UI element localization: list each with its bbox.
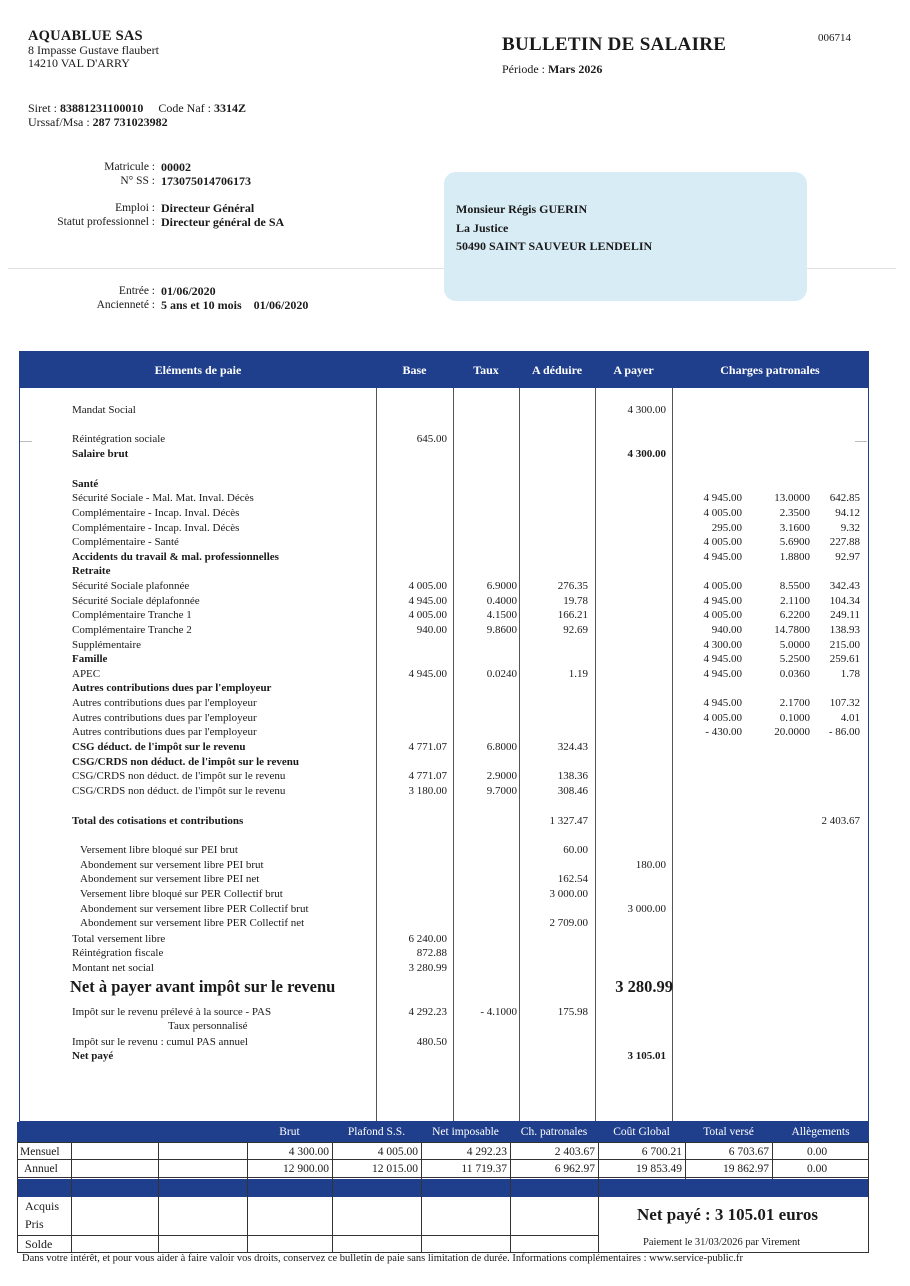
row-label: Mandat Social <box>72 404 136 416</box>
row-label: Retraite <box>72 565 111 577</box>
cell-ded: 166.21 <box>557 609 588 621</box>
cell-taux: 0.4000 <box>486 595 517 607</box>
employee-values-2 <box>161 201 284 229</box>
row-label: CSG déduct. de l'impôt sur le revenu <box>72 741 246 753</box>
table-row <box>20 916 870 931</box>
summary-header-net-imposable: Net imposable <box>432 1126 499 1138</box>
payslip-table <box>19 351 869 1122</box>
period-value: Mars 2026 <box>548 62 603 76</box>
header-charges: Charges patronales <box>720 363 820 377</box>
cell-pay: 4 300.00 <box>627 404 666 416</box>
cell-pay: 3 280.99 <box>615 977 673 996</box>
table-row <box>20 564 870 579</box>
cell-pb: 4 945.00 <box>703 653 742 665</box>
summary-header-brut: Brut <box>279 1126 300 1138</box>
row-label: Total des cotisations et contributions <box>72 815 244 827</box>
row-label: Versement libre bloqué sur PEI brut <box>80 844 238 856</box>
cell-pb: 4 005.00 <box>703 580 742 592</box>
cell-pt: 14.7800 <box>774 624 810 636</box>
row-label: Abondement sur versement libre PEI brut <box>80 859 264 871</box>
cell-pb: 4 005.00 <box>703 609 742 621</box>
cell-pm: 642.85 <box>829 492 860 504</box>
mensuel-plafond: 4 005.00 <box>377 1146 418 1158</box>
cell-pb: 295.00 <box>711 522 742 534</box>
mensuel-ch-patronales: 2 403.67 <box>554 1146 595 1158</box>
statut-value: Directeur général de SA <box>161 215 285 229</box>
table-header <box>20 352 868 388</box>
row-label: CSG/CRDS non déduct. de l'impôt sur le revenu <box>72 756 299 768</box>
table-row <box>20 681 870 696</box>
ss-value: 173075014706173 <box>161 174 251 188</box>
table-row <box>20 521 870 536</box>
cell-pt: 2.3500 <box>779 507 810 519</box>
document-number: 006714 <box>818 32 851 44</box>
naf-value: 3314Z <box>214 101 247 115</box>
cell-base: 4 771.07 <box>408 770 447 782</box>
row-label: Complémentaire - Santé <box>72 536 179 548</box>
table-row <box>20 550 870 565</box>
cell-pm: 4.01 <box>840 712 860 724</box>
cell-pay: 3 105.01 <box>627 1050 666 1062</box>
cell-pt: 6.2200 <box>779 609 810 621</box>
cell-ded: 175.98 <box>557 1006 588 1018</box>
row-label: Net à payer avant impôt sur le revenu <box>70 977 336 996</box>
row-label: CSG/CRDS non déduct. de l'impôt sur le revenu <box>72 785 286 797</box>
employee-labels-2 <box>0 201 155 229</box>
table-row <box>20 814 870 829</box>
fold-mark-right <box>855 441 867 442</box>
table-row <box>20 843 870 858</box>
address-line-3: 50490 SAINT SAUVEUR LENDELIN <box>456 239 653 253</box>
cell-pb: 4 945.00 <box>703 697 742 709</box>
header-base: Base <box>402 363 427 377</box>
cell-pm: 9.32 <box>840 522 860 534</box>
address-line-2: La Justice <box>456 221 509 235</box>
table-row <box>20 491 870 506</box>
row-label: Autres contributions dues par l'employeur <box>72 726 257 738</box>
urssaf-value: 287 731023982 <box>92 115 168 129</box>
summary-header-allegements: Allègements <box>791 1126 850 1138</box>
cell-ded: 324.43 <box>557 741 588 753</box>
cell-pb: 4 945.00 <box>703 595 742 607</box>
cell-pb: - 430.00 <box>705 726 742 738</box>
cell-pb: 4 005.00 <box>703 507 742 519</box>
siret-line <box>28 101 246 116</box>
row-label: Autres contributions dues par l'employeur <box>72 712 257 724</box>
cell-taux: 0.0240 <box>486 668 517 680</box>
row-label: Sécurité Sociale - Mal. Mat. Inval. Décès <box>72 492 254 504</box>
urssaf-label: Urssaf/Msa : <box>28 115 90 129</box>
table-row <box>20 696 870 711</box>
summary-header-plafond: Plafond S.S. <box>347 1126 406 1138</box>
row-label: Net payé <box>72 1050 114 1062</box>
annuel-cout-global: 19 853.49 <box>636 1163 682 1175</box>
cell-ded: 3 000.00 <box>549 888 588 900</box>
employee-values-3 <box>161 284 308 312</box>
period-line <box>502 62 602 77</box>
employee-values-1 <box>161 160 251 188</box>
cell-pt: 1.8800 <box>779 551 810 563</box>
employer-street: 8 Impasse Gustave flaubert <box>28 43 159 57</box>
employer-name: AQUABLUE SAS <box>28 28 143 44</box>
summary-row-mensuel <box>17 1142 869 1160</box>
table-row <box>20 872 870 887</box>
cell-pb: 4 005.00 <box>703 712 742 724</box>
cell-ded: 60.00 <box>563 844 588 856</box>
table-row <box>20 608 870 623</box>
row-label: Versement libre bloqué sur PER Collectif brut <box>80 888 283 900</box>
emploi-label: Emploi : <box>115 202 155 214</box>
table-row <box>20 711 870 726</box>
address-line-1: Monsieur Régis GUERIN <box>456 202 588 216</box>
table-row <box>20 638 870 653</box>
cell-pm: 94.12 <box>835 507 860 519</box>
row-label: APEC <box>72 668 101 680</box>
recipient-address-box <box>444 172 807 301</box>
row-label: Complémentaire - Incap. Inval. Décès <box>72 522 240 534</box>
table-row <box>20 506 870 521</box>
row-label: Impôt sur le revenu prélevé à la source - PAS <box>72 1006 272 1018</box>
header-payer: A payer <box>613 363 654 377</box>
employee-labels-1 <box>0 160 155 188</box>
entree-value: 01/06/2020 <box>161 284 216 298</box>
header-deduire: A déduire <box>531 363 583 377</box>
table-row <box>20 740 870 755</box>
cell-pt: 5.6900 <box>779 536 810 548</box>
cell-pt: 5.2500 <box>779 653 810 665</box>
table-row <box>20 946 870 961</box>
cell-pm: - 86.00 <box>828 726 860 738</box>
cell-ded: 162.54 <box>557 873 588 885</box>
cell-pb: 4 300.00 <box>703 639 742 651</box>
row-label: Montant net social <box>72 962 154 974</box>
row-label: Abondement sur versement libre PEI net <box>80 873 260 885</box>
statut-label: Statut professionnel : <box>57 216 155 228</box>
cell-base: 3 280.99 <box>408 962 447 974</box>
table-row <box>20 769 870 784</box>
row-label: Autres contributions dues par l'employeur <box>72 682 272 694</box>
table-row <box>20 535 870 550</box>
cell-pb: 940.00 <box>711 624 742 636</box>
cell-ded: 138.36 <box>557 770 588 782</box>
summary-header-total-verse: Total versé <box>703 1126 754 1138</box>
cell-base: 4 945.00 <box>408 668 447 680</box>
table-row <box>20 1005 870 1020</box>
mensuel-net-imposable: 4 292.23 <box>466 1146 507 1158</box>
cell-base: 872.88 <box>416 947 447 959</box>
anciennete-date: 01/06/2020 <box>253 298 309 312</box>
conges-block <box>17 1197 869 1253</box>
cell-ded: 1.19 <box>568 668 588 680</box>
row-label: Complémentaire - Incap. Inval. Décès <box>72 507 240 519</box>
fold-mark-left <box>20 441 32 442</box>
cell-pt: 20.0000 <box>774 726 810 738</box>
cell-taux: 4.1500 <box>486 609 517 621</box>
cell-ded: 308.46 <box>557 785 588 797</box>
row-label: Supplémentaire <box>72 639 142 651</box>
anciennete-value: 5 ans et 10 mois <box>161 298 242 312</box>
cell-taux: 9.8600 <box>486 624 517 636</box>
row-label: Santé <box>72 478 99 490</box>
cell-pm: 227.88 <box>829 536 860 548</box>
footer-note: Dans votre intérêt, et pour vous aider à faire valoir vos droits, conservez ce bulletin de paie sans limitation de durée. Informations complémentaires : www.service-public.fr <box>22 1253 743 1264</box>
table-row <box>20 858 870 873</box>
cell-taux: 9.7000 <box>486 785 517 797</box>
row-label: Sécurité Sociale déplafonnée <box>72 595 200 607</box>
cell-pm: 92.97 <box>835 551 860 563</box>
cell-ded: 92.69 <box>563 624 588 636</box>
table-row <box>20 1019 870 1034</box>
row-label: Complémentaire Tranche 1 <box>72 609 192 621</box>
row-label: Abondement sur versement libre PER Collectif net <box>80 917 305 929</box>
table-row <box>20 623 870 638</box>
pris-label: Pris <box>25 1217 44 1231</box>
acquis-label: Acquis <box>25 1199 59 1213</box>
cell-taux: - 4.1000 <box>480 1006 517 1018</box>
table-row <box>20 725 870 740</box>
cell-pt: 0.0360 <box>779 668 810 680</box>
cell-pb: 4 945.00 <box>703 668 742 680</box>
mensuel-cout-global: 6 700.21 <box>641 1146 682 1158</box>
cell-pb: 4 005.00 <box>703 536 742 548</box>
table-row <box>20 594 870 609</box>
row-label: Réintégration sociale <box>72 433 166 445</box>
row-label: Abondement sur versement libre PER Collectif brut <box>80 903 309 915</box>
cell-base: 4 771.07 <box>408 741 447 753</box>
matricule-value: 00002 <box>161 160 191 174</box>
cell-pm: 342.43 <box>829 580 860 592</box>
cell-pt: 8.5500 <box>779 580 810 592</box>
annuel-brut: 12 900.00 <box>283 1163 329 1175</box>
urssaf-line <box>28 115 168 130</box>
employee-labels-3 <box>0 284 155 312</box>
summary-divider-band <box>17 1179 869 1197</box>
cell-pm: 2 403.67 <box>821 815 860 827</box>
cell-pm: 138.93 <box>829 624 860 636</box>
cell-taux: 6.9000 <box>486 580 517 592</box>
row-label: Accidents du travail & mal. professionnelles <box>72 551 279 563</box>
period-label: Période : <box>502 62 545 76</box>
ss-label: N° SS : <box>120 175 155 187</box>
cell-pm: 259.61 <box>829 653 860 665</box>
row-label: Réintégration fiscale <box>72 947 164 959</box>
cell-taux: 6.8000 <box>486 741 517 753</box>
table-row <box>20 902 870 917</box>
table-row <box>20 932 870 947</box>
payment-info: Paiement le 31/03/2026 par Virement <box>643 1237 801 1248</box>
row-label: Sécurité Sociale plafonnée <box>72 580 190 592</box>
cell-base: 940.00 <box>416 624 447 636</box>
cell-pay: 180.00 <box>635 859 666 871</box>
cell-base: 6 240.00 <box>408 933 447 945</box>
header-taux: Taux <box>473 363 499 377</box>
cell-base: 480.50 <box>416 1036 447 1048</box>
mensuel-total-verse: 6 703.67 <box>728 1146 769 1158</box>
siret-value: 83881231100010 <box>60 101 144 115</box>
cell-base: 4 005.00 <box>408 609 447 621</box>
table-row <box>20 784 870 799</box>
siret-label: Siret : <box>28 101 57 115</box>
net-paye-total: Net payé : 3 105.01 euros <box>637 1205 818 1224</box>
row-label: Autres contributions dues par l'employeur <box>72 697 257 709</box>
table-row <box>20 403 870 418</box>
employer-city: 14210 VAL D'ARRY <box>28 56 130 70</box>
summary-header-cout-global: Coût Global <box>613 1126 670 1138</box>
cell-ded: 19.78 <box>563 595 588 607</box>
table-row <box>20 432 870 447</box>
row-label: Total versement libre <box>72 933 166 945</box>
row-label: Famille <box>72 653 108 665</box>
table-row <box>20 1049 870 1064</box>
cell-ded: 276.35 <box>557 580 588 592</box>
row-label: Impôt sur le revenu : cumul PAS annuel <box>72 1036 248 1048</box>
matricule-label: Matricule : <box>104 161 155 173</box>
table-row <box>20 652 870 667</box>
header-elements: Eléments de paie <box>154 363 242 377</box>
cell-pm: 107.32 <box>829 697 860 709</box>
mensuel-allegements: 0.00 <box>807 1146 828 1158</box>
mensuel-brut: 4 300.00 <box>288 1146 329 1158</box>
cell-pt: 3.1600 <box>779 522 810 534</box>
cell-pb: 4 945.00 <box>703 492 742 504</box>
annuel-allegements: 0.00 <box>807 1163 828 1175</box>
cell-base: 4 005.00 <box>408 580 447 592</box>
cell-pt: 5.0000 <box>779 639 810 651</box>
cell-pt: 13.0000 <box>774 492 810 504</box>
cell-base: 3 180.00 <box>408 785 447 797</box>
naf-label: Code Naf : <box>158 101 211 115</box>
cell-base: 4 292.23 <box>408 1006 447 1018</box>
row-label: Taux personnalisé <box>168 1020 248 1032</box>
entree-label: Entrée : <box>118 285 155 297</box>
table-row <box>20 755 870 770</box>
table-row <box>20 977 870 999</box>
cell-pb: 4 945.00 <box>703 551 742 563</box>
summary-row-annuel <box>17 1160 869 1178</box>
annuel-plafond: 12 015.00 <box>372 1163 418 1175</box>
summary-header <box>17 1122 869 1142</box>
cell-pay: 4 300.00 <box>627 448 666 460</box>
annuel-total-verse: 19 862.97 <box>723 1163 769 1175</box>
solde-label: Solde <box>25 1237 53 1251</box>
emploi-value: Directeur Général <box>161 201 255 215</box>
cell-pm: 1.78 <box>840 668 860 680</box>
row-label: Salaire brut <box>72 448 129 460</box>
table-row <box>20 961 870 976</box>
row-label: Complémentaire Tranche 2 <box>72 624 192 636</box>
cell-taux: 2.9000 <box>486 770 517 782</box>
cell-ded: 1 327.47 <box>549 815 588 827</box>
document-title: BULLETIN DE SALAIRE <box>502 34 727 55</box>
table-row <box>20 477 870 492</box>
mensuel-label: Mensuel <box>20 1146 60 1158</box>
table-row <box>20 447 870 462</box>
summary-header-ch-patronales: Ch. patronales <box>520 1126 588 1138</box>
cell-pt: 0.1000 <box>779 712 810 724</box>
table-row <box>20 667 870 682</box>
table-row <box>20 1035 870 1050</box>
cell-pm: 104.34 <box>829 595 860 607</box>
row-label: CSG/CRDS non déduct. de l'impôt sur le revenu <box>72 770 286 782</box>
cell-base: 645.00 <box>416 433 447 445</box>
table-row <box>20 887 870 902</box>
table-row <box>20 579 870 594</box>
cell-pm: 215.00 <box>829 639 860 651</box>
cell-pay: 3 000.00 <box>627 903 666 915</box>
cell-pt: 2.1100 <box>780 595 810 607</box>
cell-ded: 2 709.00 <box>549 917 588 929</box>
anciennete-label: Ancienneté : <box>96 299 155 311</box>
annuel-net-imposable: 11 719.37 <box>461 1163 507 1175</box>
annuel-ch-patronales: 6 962.97 <box>554 1163 595 1175</box>
annuel-label: Annuel <box>24 1163 58 1175</box>
cell-pm: 249.11 <box>830 609 860 621</box>
cell-base: 4 945.00 <box>408 595 447 607</box>
cell-pt: 2.1700 <box>779 697 810 709</box>
